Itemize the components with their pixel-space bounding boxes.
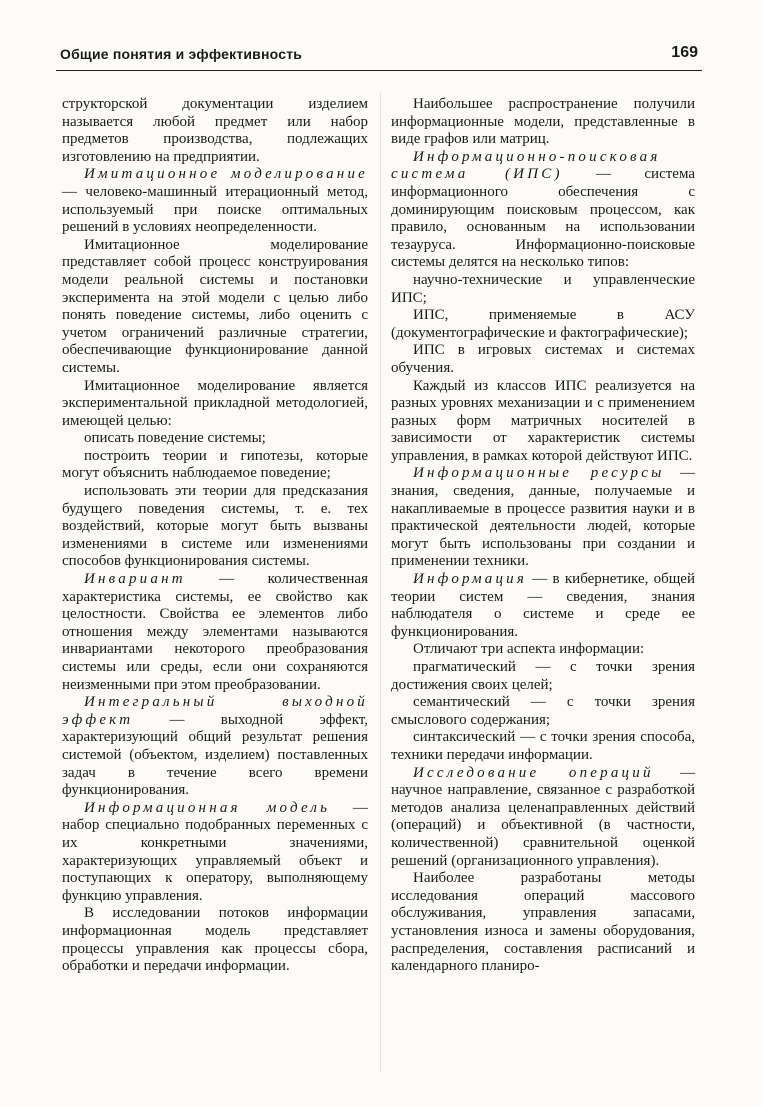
list-item: синтаксический — с точки зрения способа, техники передачи информации. [391,729,695,763]
list-item: прагматический — с точки зрения достижения своих целей; [391,659,695,693]
paragraph-term: Исследование операций — научное направление, связанное с разработкой методов анализа целенаправленных действий (операций) и объективной (в частности, количественной) сравнительной оценкой решений (организационного управления). [391,764,695,869]
list-item: использовать эти теории для предсказания будущего поведения системы, т. е. тех воздействий, которые могут быть вызваны изменениями в системе или изменениями способов функционирования системы. [62,483,368,570]
list-item: семантический — с точки зрения смыслового содержания; [391,694,695,728]
paragraph-term: Информационно-поисковая система (ИПС) — система информационного обеспечения с доминирующим поисковым процессом, как правило, основанным на использовании тезауруса. Информационно-поисковые системы делятся на несколько типов: [391,148,695,271]
header-rule [56,70,702,71]
paragraph-term: Информационные ресурсы — знания, сведения, данные, получаемые и накапливаемые в процессе развития науки и в практической деятельности людей, которые могут быть использованы при создании и применении техники. [391,465,695,570]
term-heading: Исследование операций [413,764,654,781]
paragraph: В исследовании потоков информации информационная модель представляет процессы управления как процессы сбора, обработки и передачи информации. [62,905,368,975]
paragraph: Каждый из классов ИПС реализуется на разных уровнях механизации и с применением разных форм матричных носителей в зависимости от характеристик системы управления, в рамках которой действуют ИПС. [391,377,695,464]
paragraph: Имитационное моделирование является экспериментальной прикладной методологией, имеющей целью: [62,377,368,429]
paragraph: Отличают три аспекта информации: [413,641,645,658]
term-heading: Информационная модель [84,799,331,816]
list-item: построить теории и гипотезы, которые могут объяснить наблюдаемое поведение; [62,447,368,482]
paragraph: Имитационное моделирование представляет собой процесс конструирования модели реальной системы и постановки эксперимента на этой модели с целью либо понять поведение системы, либо оценить с учетом ограничений различные стратегии, обеспечивающие функционирование данной системы. [62,236,368,376]
paragraph-term: Информационная модель — набор специально подобранных переменных с их конкретными значениями, характеризующих управляемый объект и поступающих к оператору, выполняющему функцию управления. [62,799,368,904]
page-number: 169 [671,44,698,61]
paragraph: Наибольшее распространение получили информационные модели, представленные в виде графов или матриц. [391,96,695,148]
column-gutter [380,92,381,1072]
term-heading: Имитационное моделирование [84,166,368,183]
running-header [52,44,702,68]
term-heading: Информация [413,571,528,588]
term-heading: Информационные ресурсы [413,465,665,482]
term-heading: Инвариант [84,571,186,588]
term-heading: Интегральный выходной эффект [62,694,368,728]
list-item: описать поведение системы; [84,430,266,447]
left-column [62,96,368,976]
paragraph-term: Имитационное моделирование — человеко-машинный итерационный метод, используемый при поиске оптимальных решений в условиях неопределенности. [62,166,368,236]
paragraph-term: Информация — в кибернетике, общей теории систем — сведения, знания наблюдателя о системе и среде ее функционирования. [391,571,695,640]
right-column [391,96,695,976]
term-heading: Информационно-поисковая система (ИПС) [391,148,661,183]
list-item: ИПС в игровых системах и системах обучения. [391,342,695,376]
paragraph-term: Инвариант — количественная характеристика системы, ее свойство как целостности. Свойства ее элементов либо отношения между элементами называются инвариантами некоторого преобразования системы или среды, если они сохраняются неизменными при этом преобразовании. [62,571,368,693]
paragraph: структорской документации изделием называется любой предмет или набор предметов производства, подлежащих изготовлению на предприятии. [62,96,368,165]
list-item: научно-технические и управленческие ИПС; [391,271,695,306]
running-title: Общие понятия и эффективность [60,46,303,62]
paragraph-term: Интегральный выходной эффект — выходной эффект, характеризующий общий результат решения системой (объектом, изделием) поставленных задач в течение всего времени функционирования. [62,694,368,799]
list-item: ИПС, применяемые в АСУ (документографические и фактографические); [391,307,695,341]
paragraph: Наиболее разработаны методы исследования операций массового обслуживания, управления запасами, установления износа и замены оборудования, распределения, составления расписаний и календарного планиро- [391,870,695,975]
